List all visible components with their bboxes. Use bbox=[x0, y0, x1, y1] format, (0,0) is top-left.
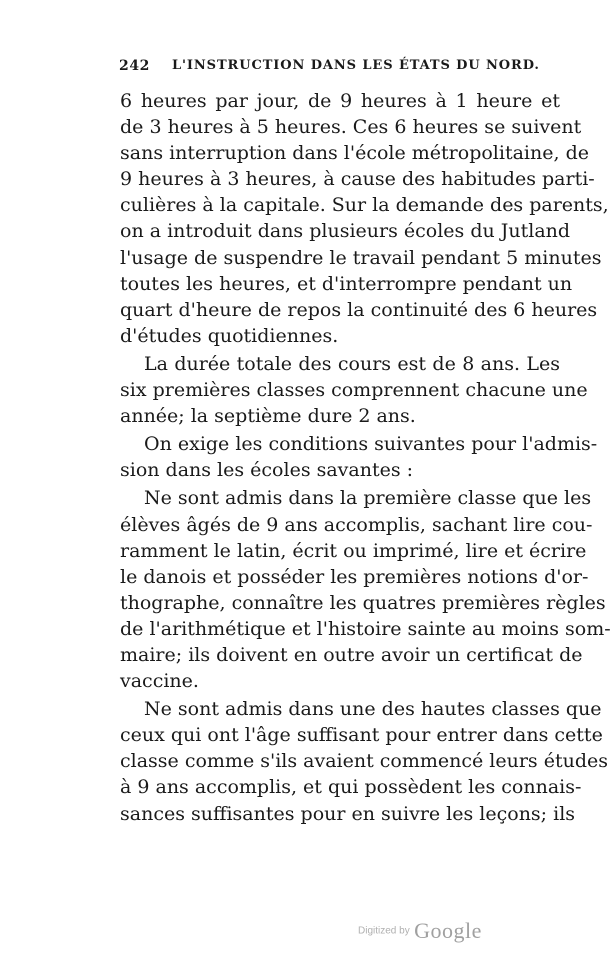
text-line: culières à la capitale. Sur la demande des parents, bbox=[120, 194, 609, 217]
body-text bbox=[120, 88, 611, 827]
text-line: ramment le latin, écrit ou imprimé, lire et écrire bbox=[120, 539, 587, 562]
text-line: l'usage de suspendre le travail pendant 5 minutes bbox=[120, 246, 602, 269]
text-line: ceux qui ont l'âge suffisant pour entrer dans cette bbox=[120, 724, 603, 747]
text-line: on a introduit dans plusieurs écoles du Jutland bbox=[120, 220, 571, 243]
text-line: sances suffisantes pour en suivre les leçons; ils bbox=[120, 802, 576, 825]
text-line: de 3 heures à 5 heures. Ces 6 heures se suivent bbox=[120, 116, 582, 139]
text-line: Ne sont admis dans la première classe que les bbox=[144, 487, 592, 510]
text-line: élèves âgés de 9 ans accomplis, sachant lire cou- bbox=[120, 513, 593, 536]
text-line: année; la septième dure 2 ans. bbox=[120, 405, 416, 428]
text-line: On exige les conditions suivantes pour l'admis- bbox=[144, 433, 598, 456]
text-line: à 9 ans accomplis, et qui possèdent les connais- bbox=[120, 776, 582, 799]
text-line: d'études quotidiennes. bbox=[120, 324, 339, 347]
text-line: vaccine. bbox=[120, 670, 199, 693]
text-line: 6 heures par jour, de 9 heures à 1 heure et bbox=[120, 90, 560, 112]
text-line: sion dans les écoles savantes : bbox=[120, 459, 414, 482]
text-line: six premières classes comprennent chacune une bbox=[120, 379, 588, 402]
running-head bbox=[119, 58, 559, 82]
text-line: thographe, connaître les quatres premières règles bbox=[120, 591, 606, 614]
text-line: toutes les heures, et d'interrompre pendant un bbox=[120, 272, 573, 295]
text-line: Ne sont admis dans une des hautes classes que bbox=[144, 698, 602, 721]
watermark-prefix: Digitized by bbox=[358, 925, 410, 937]
text-line: La durée totale des cours est de 8 ans. Les bbox=[144, 352, 560, 375]
text-line: classe comme s'ils avaient commencé leurs études bbox=[120, 750, 608, 773]
text-line: le danois et posséder les premières notions d'or- bbox=[120, 565, 589, 588]
text-line: de l'arithmétique et l'histoire sainte au moins som- bbox=[120, 617, 611, 640]
text-line: sans interruption dans l'école métropolitaine, de bbox=[120, 142, 589, 165]
text-line: 9 heures à 3 heures, à cause des habitudes parti- bbox=[120, 168, 595, 191]
page-number: 242 bbox=[119, 58, 151, 74]
text-line: quart d'heure de repos la continuité des 6 heures bbox=[120, 298, 598, 321]
google-logo: Google bbox=[414, 918, 482, 943]
text-line: maire; ils doivent en outre avoir un certificat de bbox=[120, 643, 583, 666]
digitized-watermark bbox=[358, 918, 482, 946]
running-title: L'INSTRUCTION DANS LES ÉTATS DU NORD. bbox=[172, 58, 540, 73]
